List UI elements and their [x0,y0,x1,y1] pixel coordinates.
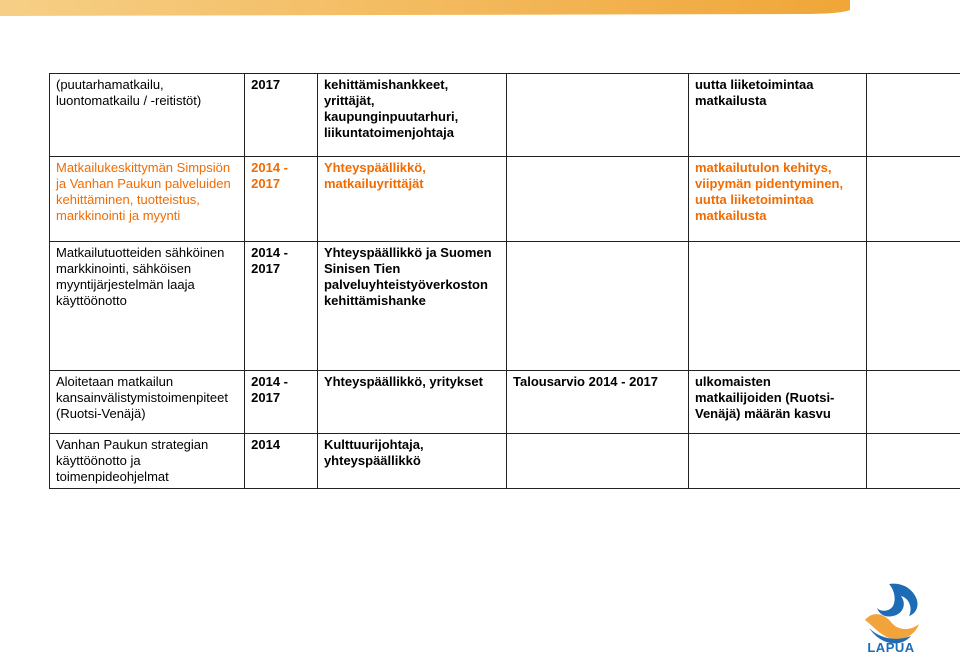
schedule-cell: 2014 [245,434,318,489]
goal-cell [688,434,866,489]
responsible-cell: Kulttuurijohtaja, yhteyspäällikkö [317,434,506,489]
goal-cell [688,242,866,371]
responsible-cell: Yhteyspäällikkö ja Suomen Sinisen Tien palveluyhteistyöverkoston kehittämishanke [317,242,506,371]
schedule-cell: 2017 [245,74,318,157]
budget-cell [507,242,689,371]
task-cell: (puutarhamatkailu, luontomatkailu / -reitistöt) [50,74,245,157]
extra-cell [866,434,960,489]
budget-cell [507,74,689,157]
task-cell: Matkailukeskittymän Simpsiön ja Vanhan Paukun palveluiden kehittäminen, tuotteistus, markkinointi ja myynti [50,157,245,242]
budget-cell [507,434,689,489]
extra-cell [866,371,960,434]
table-row [50,434,960,489]
budget-cell [507,157,689,242]
schedule-cell: 2014 - 2017 [245,242,318,371]
extra-cell [866,242,960,371]
goal-cell: ulkomaisten matkailijoiden (Ruotsi-Venäjä) määrän kasvu [688,371,866,434]
extra-cell [866,74,960,157]
extra-cell [866,157,960,242]
goal-cell: matkailutulon kehitys, viipymän pidentyminen, uutta liiketoimintaa matkailusta [688,157,866,242]
lapua-logo-text: LAPUA [867,640,915,655]
budget-cell: Talousarvio 2014 - 2017 [507,371,689,434]
action-plan-table [49,73,960,489]
task-cell: Aloitetaan matkailun kansainvälistymistoimenpiteet (Ruotsi-Venäjä) [50,371,245,434]
responsible-cell: Yhteyspäällikkö, matkailuyrittäjät [317,157,506,242]
task-cell: Vanhan Paukun strategian käyttöönotto ja toimenpideohjelmat [50,434,245,489]
table-row [50,242,960,371]
schedule-cell: 2014 - 2017 [245,157,318,242]
task-cell: Matkailutuotteiden sähköinen markkinointi, sähköisen myyntijärjestelmän laaja käyttöönotto [50,242,245,371]
schedule-cell: 2014 - 2017 [245,371,318,434]
table-row [50,74,960,157]
header-decoration-bar [0,0,850,18]
table-row [50,371,960,434]
goal-cell: uutta liiketoimintaa matkailusta [688,74,866,157]
table-row [50,157,960,242]
responsible-cell: Yhteyspäällikkö, yritykset [317,371,506,434]
responsible-cell: kehittämishankkeet, yrittäjät, kaupunginpuutarhuri, liikuntatoimenjohtaja [317,74,506,157]
